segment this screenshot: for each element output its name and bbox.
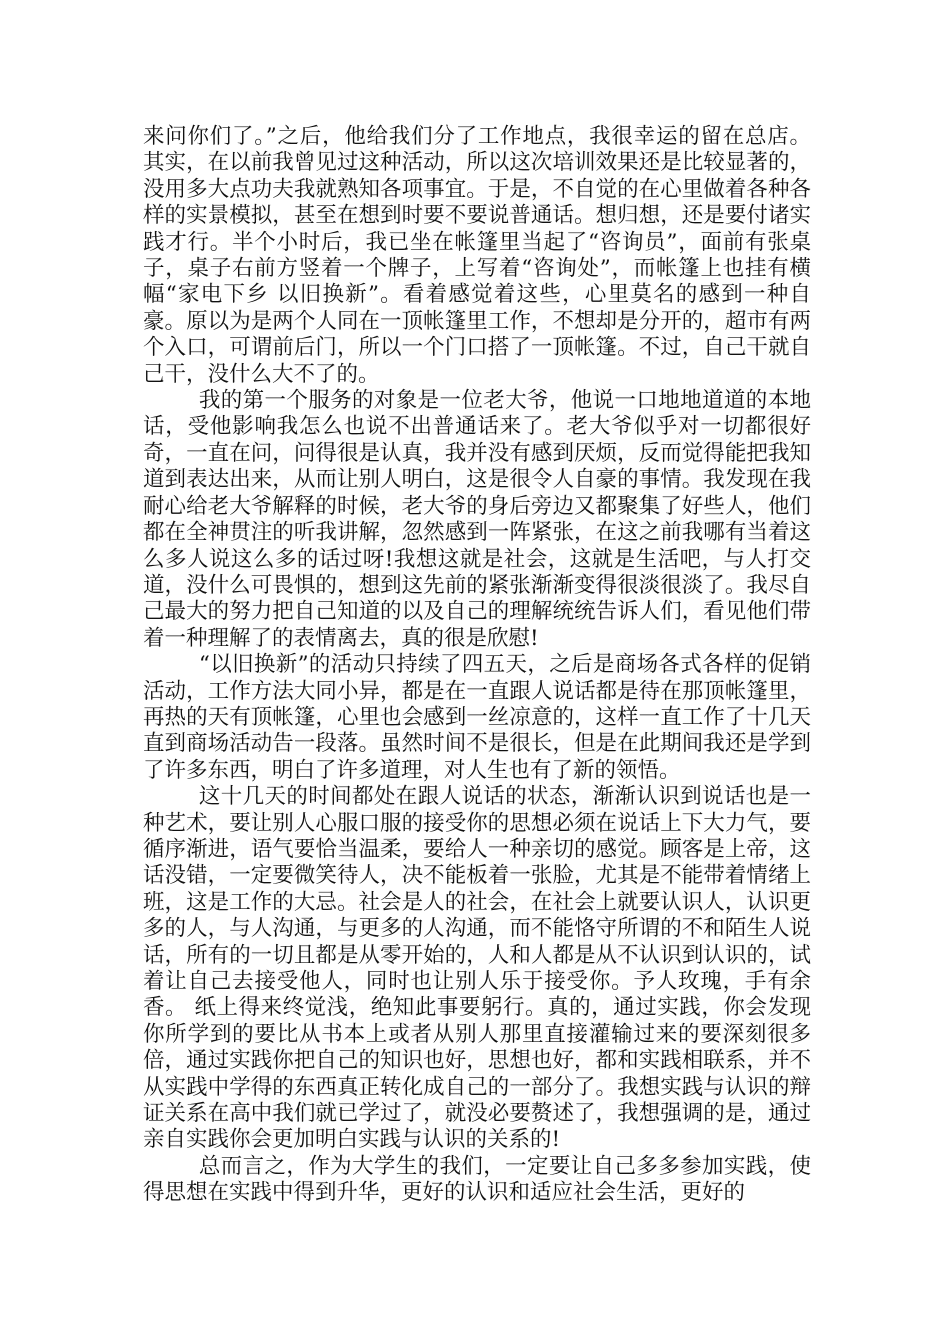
paragraph-1: 来问你们了。”之后，他给我们分了工作地点，我很幸运的留在总店。 其实，在以前我曾见过这种活动，所以这次培训效果还是比较显著的，没用多大点功夫我就熟知各项事宜。于是，不自觉的在心里做着各种各样的实景模拟，甚至在想到时要不要说普通话。想归想，还是要付诸实践才行。半个小时后，我已坐在帐篷里当起了“咨询员”，面前有张桌子，桌子右前方竖着一个牌子，上写着“咨询处”，而帐篷上也挂有横幅“家电下乡 以旧换新”。看着感觉着这些，心里莫名的感到一种自豪。原以为是两个人同在一顶帐篷里工作，不想却是分开的，超市有两个入口，可谓前后门，所以一个门口搭了一顶帐篷。不过，自己干就自己干，没什么大不了的。	[143, 124, 811, 387]
paragraph-2: 我的第一个服务的对象是一位老大爷，他说一口地地道道的本地话，受他影响我怎么也说不出普通话来了。老大爷似乎对一切都很好奇，一直在问，问得很是认真，我并没有感到厌烦，反而觉得能把我知道到表达出来，从而让别人明白，这是很令人自豪的事情。我发现在我耐心给老大爷解释的时候，老大爷的身后旁边又都聚集了好些人，他们都在全神贯注的听我讲解，忽然感到一阵紧张，在这之前我哪有当着这么多人说这么多的话过呀!我想这就是社会，这就是生活吧，与人打交道，没什么可畏惧的，想到这先前的紧张渐渐变得很淡很淡了。我尽自己最大的努力把自己知道的以及自己的理解统统告诉人们，看见他们带着一种理解了的表情离去，真的很是欣慰!	[143, 388, 811, 651]
document-body	[143, 124, 811, 1207]
paragraph-5: 总而言之，作为大学生的我们，一定要让自己多多参加实践，使得思想在实践中得到升华，更好的认识和适应社会生活，更好的	[143, 1153, 811, 1206]
paragraph-3: “以旧换新”的活动只持续了四五天，之后是商场各式各样的促销活动，工作方法大同小异，都是在一直跟人说话都是待在那顶帐篷里，再热的天有顶帐篷，心里也会感到一丝凉意的，这样一直工作了十几天直到商场活动告一段落。虽然时间不是很长，但是在此期间我还是学到了许多东西，明白了许多道理，对人生也有了新的领悟。	[143, 652, 811, 783]
paragraph-4: 这十几天的时间都处在跟人说话的状态，渐渐认识到说话也是一种艺术，要让别人心服口服的接受你的思想必须在说话上下大力气，要循序渐进，语气要恰当温柔，要给人一种亲切的感觉。顾客是上帝，这话没错，一定要微笑待人，决不能板着一张脸，尤其是不能带着情绪上班，这是工作的大忌。社会是人的社会，在社会上就要认识人，认识更多的人，与人沟通，与更多的人沟通，而不能恪守所谓的不和陌生人说话，所有的一切且都是从零开始的，人和人都是从不认识到认识的，试着让自己去接受他人，同时也让别人乐于接受你。予人玫瑰，手有余香。 纸上得来终觉浅，绝知此事要躬行。真的，通过实践，你会发现你所学到的要比从书本上或者从别人那里直接灌输过来的要深刻很多倍，通过实践你把自己的知识也好，思想也好，都和实践相联系，并不从实践中学得的东西真正转化成自己的一部分了。我想实践与认识的辩证关系在高中我们就已学过了，就没必要赘述了，我想强调的是，通过亲自实践你会更加明白实践与认识的关系的!	[143, 784, 811, 1153]
